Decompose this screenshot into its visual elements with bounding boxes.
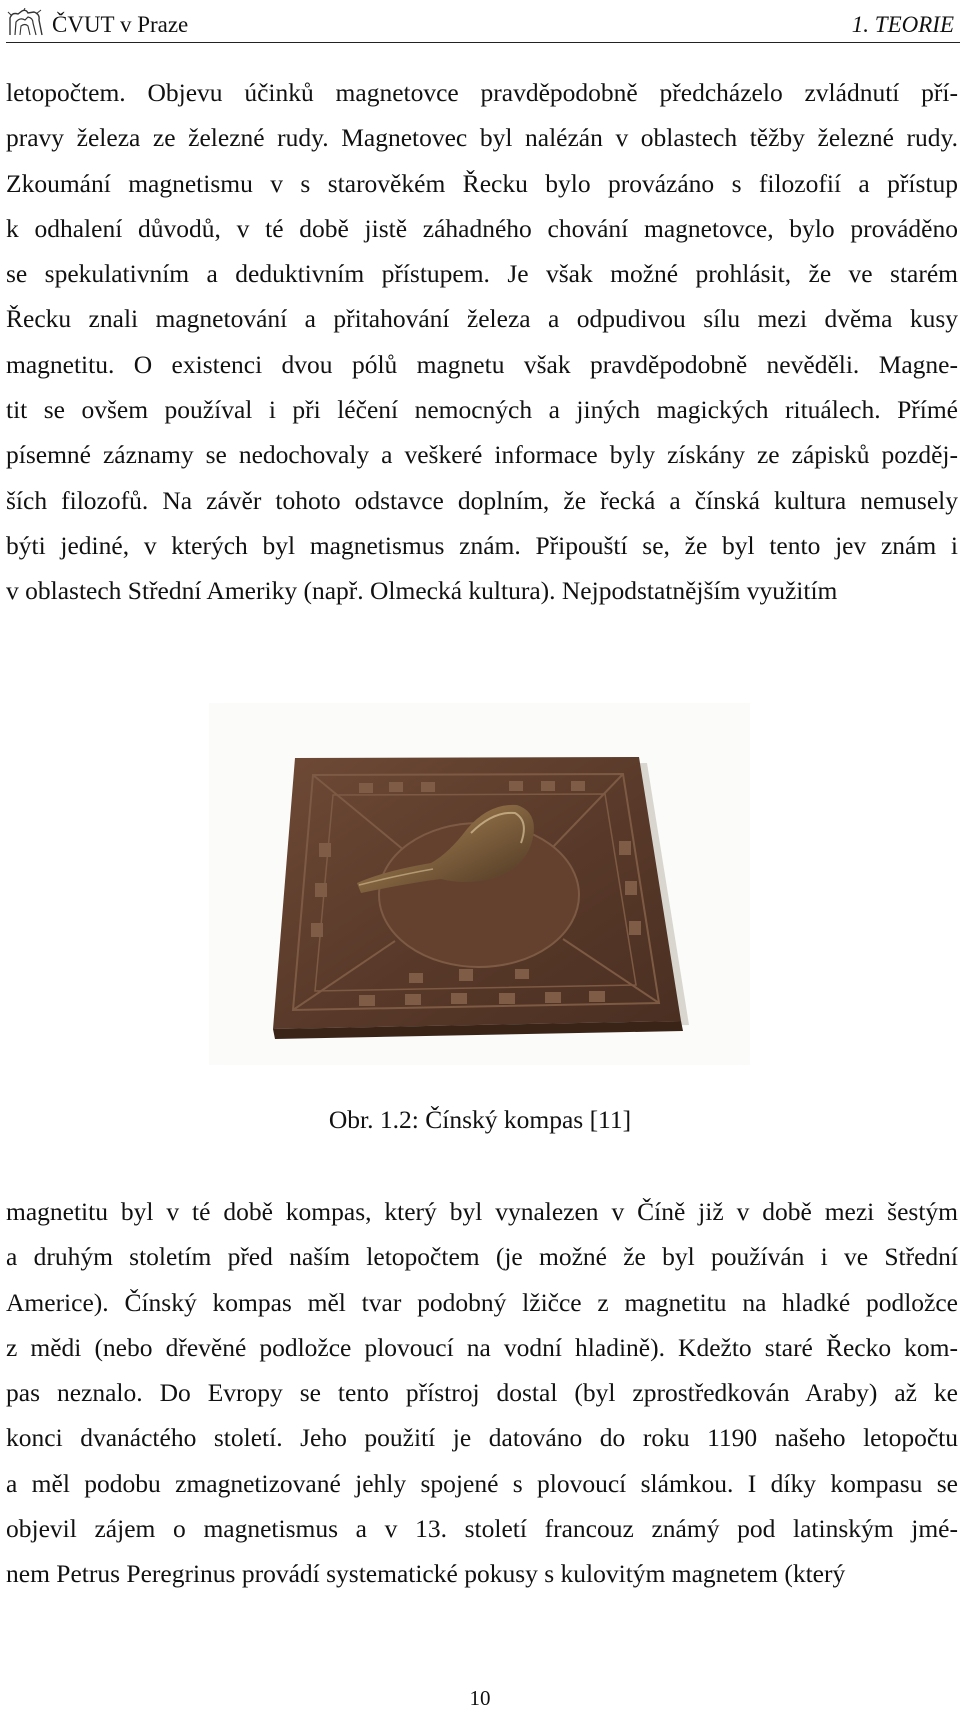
text-line: a druhým stoletím před naším letopočtem (je možné že byl používán i ve Střední xyxy=(6,1242,958,1272)
text-line: tit se ovšem používal i při léčení nemocných a jiných magických rituálech. Přímé xyxy=(6,395,958,425)
text-line: nem Petrus Peregrinus provádí systematické pokusy s kulovitým magnetem (který xyxy=(6,1559,846,1589)
paragraph-2 xyxy=(6,1189,958,1597)
chinese-compass-image xyxy=(209,703,750,1065)
figure-caption: Obr. 1.2: Čínský kompas [11] xyxy=(328,1105,632,1134)
text-line: Řecku znali magnetování a přitahování železa a odpudivou sílu mezi dvěma kusy xyxy=(6,304,958,334)
page-header xyxy=(6,8,960,43)
compass-figure xyxy=(209,703,750,1065)
page-number: 10 xyxy=(469,1686,491,1710)
text-line: v oblastech Střední Ameriky (např. Olmecká kultura). Nejpodstatnějším využitím xyxy=(6,576,838,606)
text-line: Americe). Čínský kompas měl tvar podobný lžičce z magnetitu na hladké podložce xyxy=(6,1287,958,1317)
text-line: býti jediné, v kterých byl magnetismus znám. Připouští se, že byl tento jev znám i xyxy=(6,530,958,560)
university-logo-icon xyxy=(6,8,46,38)
text-line: a měl podobu zmagnetizované jehly spojené s plovoucí slámkou. I díky kompasu se xyxy=(6,1468,958,1498)
text-line: písemné záznamy se nedochovaly a veškeré informace byly získány ze zápisků pozděj- xyxy=(6,440,958,470)
text-line: k odhalení důvodů, v té době jistě záhadného chování magnetovce, bylo prováděno xyxy=(6,213,958,243)
text-line: objevil zájem o magnetismus a v 13. století francouz známý pod latinským jmé- xyxy=(6,1514,958,1544)
institution-name: ČVUT v Praze xyxy=(52,12,189,37)
text-line: z mědi (nebo dřevěné podložce plovoucí na vodní hladině). Kdežto staré Řecko kom- xyxy=(6,1332,958,1362)
text-line: Zkoumání magnetismu v s starověkém Řecku bylo provázáno s filozofií a přístup xyxy=(6,168,958,198)
text-line: se spekulativním a deduktivním přístupem. Je však možné prohlásit, že ve starém xyxy=(6,259,958,289)
text-line: ších filozofů. Na závěr tohoto odstavce doplním, že řecká a čínská kultura nemusely xyxy=(6,485,958,515)
text-line: letopočtem. Objevu účinků magnetovce pravděpodobně předcházelo zvládnutí pří- xyxy=(6,78,958,107)
text-line: magnetitu byl v té době kompas, který byl vynalezen v Číně již v době mezi šestým xyxy=(6,1197,958,1226)
text-line: pravy železa ze železné rudy. Magnetovec byl nalézán v oblastech těžby železné rudy. xyxy=(6,123,958,153)
chapter-title: 1. TEORIE xyxy=(851,12,954,37)
text-line: magnetitu. O existenci dvou pólů magnetu však pravděpodobně nevěděli. Magne- xyxy=(6,349,958,379)
text-line: pas neznalo. Do Evropy se tento přístroj dostal (byl zprostředkován Araby) až ke xyxy=(6,1378,958,1408)
paragraph-1 xyxy=(6,70,958,614)
text-line: konci dvanáctého století. Jeho použití je datováno do roku 1190 našeho letopočtu xyxy=(6,1423,958,1453)
